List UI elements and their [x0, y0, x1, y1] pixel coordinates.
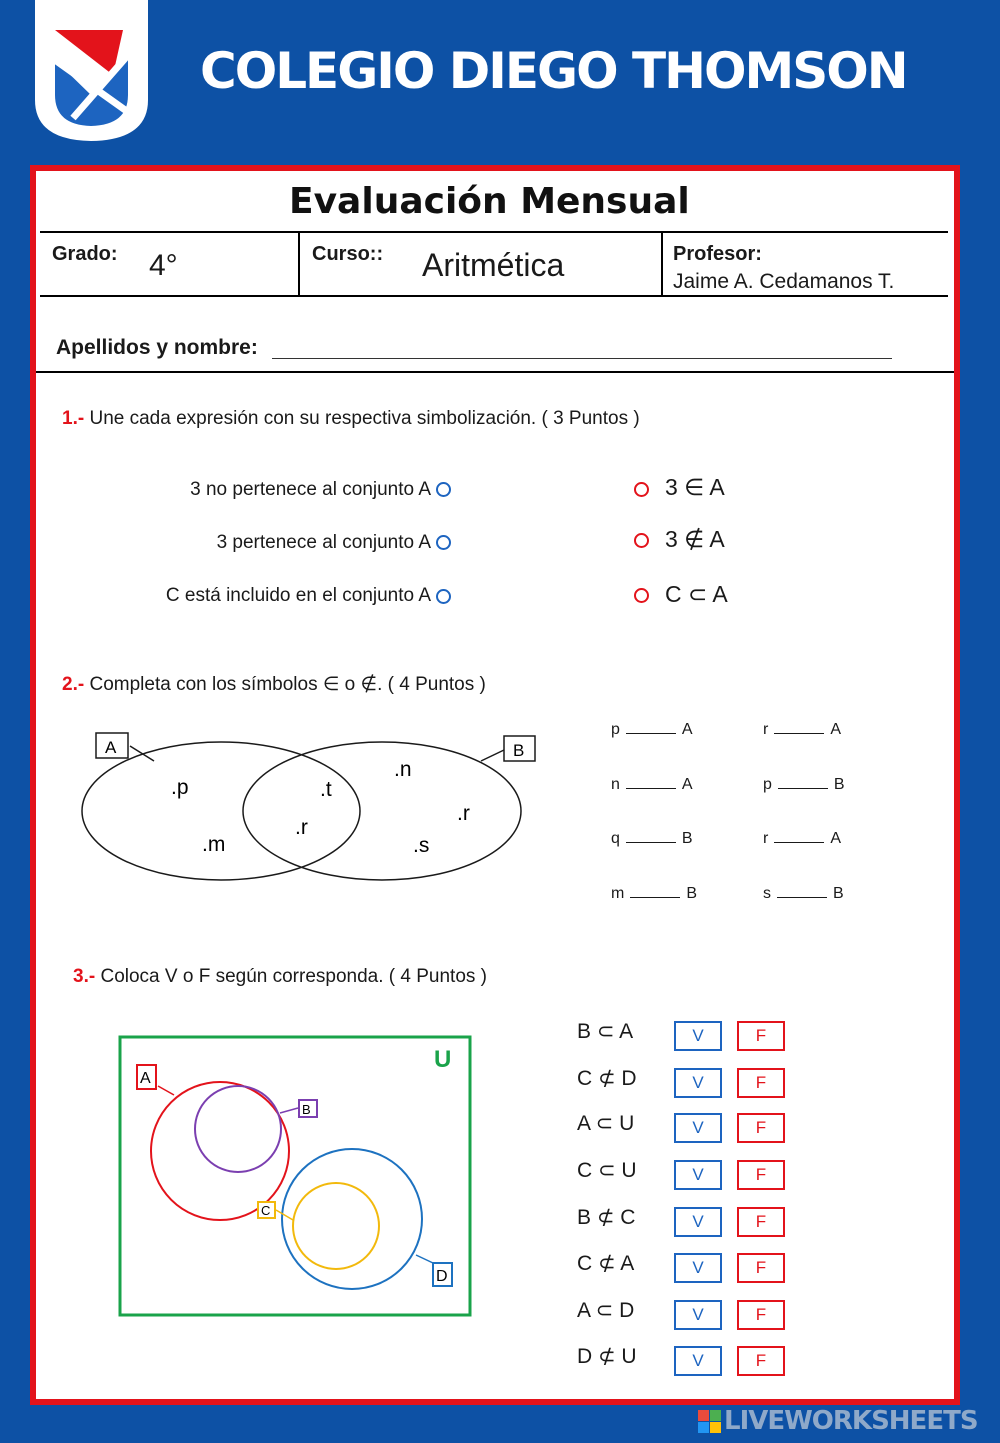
element-n: .n: [394, 758, 412, 781]
answer-blank[interactable]: [774, 721, 824, 734]
grade-label: Grado:: [52, 243, 118, 265]
divider: [36, 371, 954, 373]
false-option-button[interactable]: F: [737, 1113, 785, 1143]
q3-statement: C ⊄ A: [577, 1252, 635, 1275]
true-option-button[interactable]: V: [674, 1300, 722, 1330]
q1-left-connector-3[interactable]: [436, 589, 451, 604]
q1-text: Une cada expresión con su respectiva simbolización. ( 3 Puntos ): [89, 408, 640, 429]
set-a-label: A: [105, 738, 117, 757]
school-name: COLEGIO DIEGO THOMSON: [200, 42, 907, 100]
q3-venn-diagram: [116, 1033, 481, 1318]
teacher-label: Profesor:: [673, 243, 762, 265]
q3-statement: B ⊄ C: [577, 1206, 636, 1229]
q3-statement: D ⊄ U: [577, 1345, 637, 1368]
course-label: Curso::: [312, 243, 384, 265]
q1-right-connector-3[interactable]: [634, 588, 649, 603]
divider: [40, 295, 948, 297]
answer-blank[interactable]: [777, 885, 827, 898]
set-b-ellipse: [243, 742, 521, 880]
true-option-button[interactable]: V: [674, 1346, 722, 1376]
element-t: .t: [320, 778, 332, 801]
q3-statement: B ⊂ A: [577, 1020, 634, 1043]
element-s: .s: [413, 834, 430, 857]
true-option-button[interactable]: V: [674, 1021, 722, 1051]
q1-heading: [62, 408, 640, 430]
set-d-circle: [282, 1149, 422, 1289]
true-option-button[interactable]: V: [674, 1207, 722, 1237]
name-label: Apellidos y nombre:: [56, 336, 258, 359]
element-p: .p: [171, 776, 189, 799]
false-option-button[interactable]: F: [737, 1207, 785, 1237]
teacher-value: Jaime A. Cedamanos T.: [673, 270, 895, 293]
answer-blank[interactable]: [626, 830, 676, 843]
q1-left-2: 3 pertenece al conjunto A: [216, 532, 431, 553]
answer-blank[interactable]: [778, 776, 828, 789]
q2-venn-diagram: [76, 716, 546, 886]
divider: [40, 231, 948, 233]
answer-blank[interactable]: [626, 776, 676, 789]
set-c-label: C: [261, 1203, 271, 1218]
false-option-button[interactable]: F: [737, 1021, 785, 1051]
q1-left-1: 3 no pertenece al conjunto A: [190, 479, 431, 500]
school-logo: [33, 0, 150, 142]
q3-text: Coloca V o F según corresponda. ( 4 Puntos ): [100, 966, 488, 987]
false-option-button[interactable]: F: [737, 1300, 785, 1330]
element-r-b: .r: [457, 802, 470, 825]
q3-statement: A ⊂ U: [577, 1112, 635, 1135]
set-d-label: D: [436, 1268, 448, 1285]
liveworksheets-logo: [698, 1410, 722, 1434]
answer-blank[interactable]: [774, 830, 824, 843]
exam-title: Evaluación Mensual: [289, 181, 690, 222]
set-a-ellipse: [82, 742, 360, 880]
false-option-button[interactable]: F: [737, 1346, 785, 1376]
watermark-text: LIVEWORKSHEETS: [724, 1406, 978, 1436]
q1-right-1: 3 ∈ A: [665, 474, 725, 500]
element-m: .m: [202, 833, 226, 856]
q1-left-3: C está incluido en el conjunto A: [165, 585, 431, 606]
q1-right-connector-1[interactable]: [634, 482, 649, 497]
q2-text: Completa con los símbolos ∈ o ∉. ( 4 Puntos ): [89, 674, 486, 695]
q1-number: 1.-: [62, 408, 85, 429]
q2-item[interactable]: s B: [763, 885, 844, 902]
q3-statement: C ⊄ D: [577, 1067, 637, 1090]
set-b-label: B: [513, 741, 525, 760]
false-option-button[interactable]: F: [737, 1160, 785, 1190]
set-b-label: B: [302, 1102, 311, 1117]
q1-left-connector-2[interactable]: [436, 535, 451, 550]
answer-blank[interactable]: [630, 885, 680, 898]
true-option-button[interactable]: V: [674, 1113, 722, 1143]
q3-number: 3.-: [73, 966, 96, 987]
q2-item[interactable]: n A: [611, 776, 693, 793]
q1-right-connector-2[interactable]: [634, 533, 649, 548]
universe-label: U: [434, 1046, 452, 1073]
exam-sheet: [30, 165, 960, 1405]
true-option-button[interactable]: V: [674, 1160, 722, 1190]
set-b-circle: [195, 1086, 281, 1172]
q2-item[interactable]: q B: [611, 830, 693, 847]
set-a-label: A: [140, 1070, 151, 1087]
q2-heading: [62, 673, 486, 696]
q3-statement: A ⊂ D: [577, 1299, 635, 1322]
q2-item[interactable]: r A: [763, 721, 841, 738]
false-option-button[interactable]: F: [737, 1253, 785, 1283]
element-r-intersection: .r: [295, 816, 308, 839]
true-option-button[interactable]: V: [674, 1068, 722, 1098]
answer-blank[interactable]: [626, 721, 676, 734]
name-field[interactable]: [272, 357, 892, 359]
course-value: Aritmética: [422, 247, 565, 283]
q1-left-connector-1[interactable]: [436, 482, 451, 497]
q2-number: 2.-: [62, 674, 85, 695]
true-option-button[interactable]: V: [674, 1253, 722, 1283]
q1-right-2: 3 ∉ A: [665, 526, 725, 552]
q2-item[interactable]: p A: [611, 721, 693, 738]
divider: [298, 231, 300, 297]
set-a-circle: [151, 1082, 289, 1220]
q1-right-3: C ⊂ A: [665, 581, 728, 607]
grade-value: 4°: [149, 249, 178, 282]
q3-statement: C ⊂ U: [577, 1159, 637, 1182]
q2-item[interactable]: p B: [763, 776, 845, 793]
q2-item[interactable]: m B: [611, 885, 697, 902]
set-c-circle: [293, 1183, 379, 1269]
q3-heading: [73, 966, 487, 988]
false-option-button[interactable]: F: [737, 1068, 785, 1098]
divider: [661, 231, 663, 297]
universe-box: [120, 1037, 470, 1315]
q2-item[interactable]: r A: [763, 830, 841, 847]
